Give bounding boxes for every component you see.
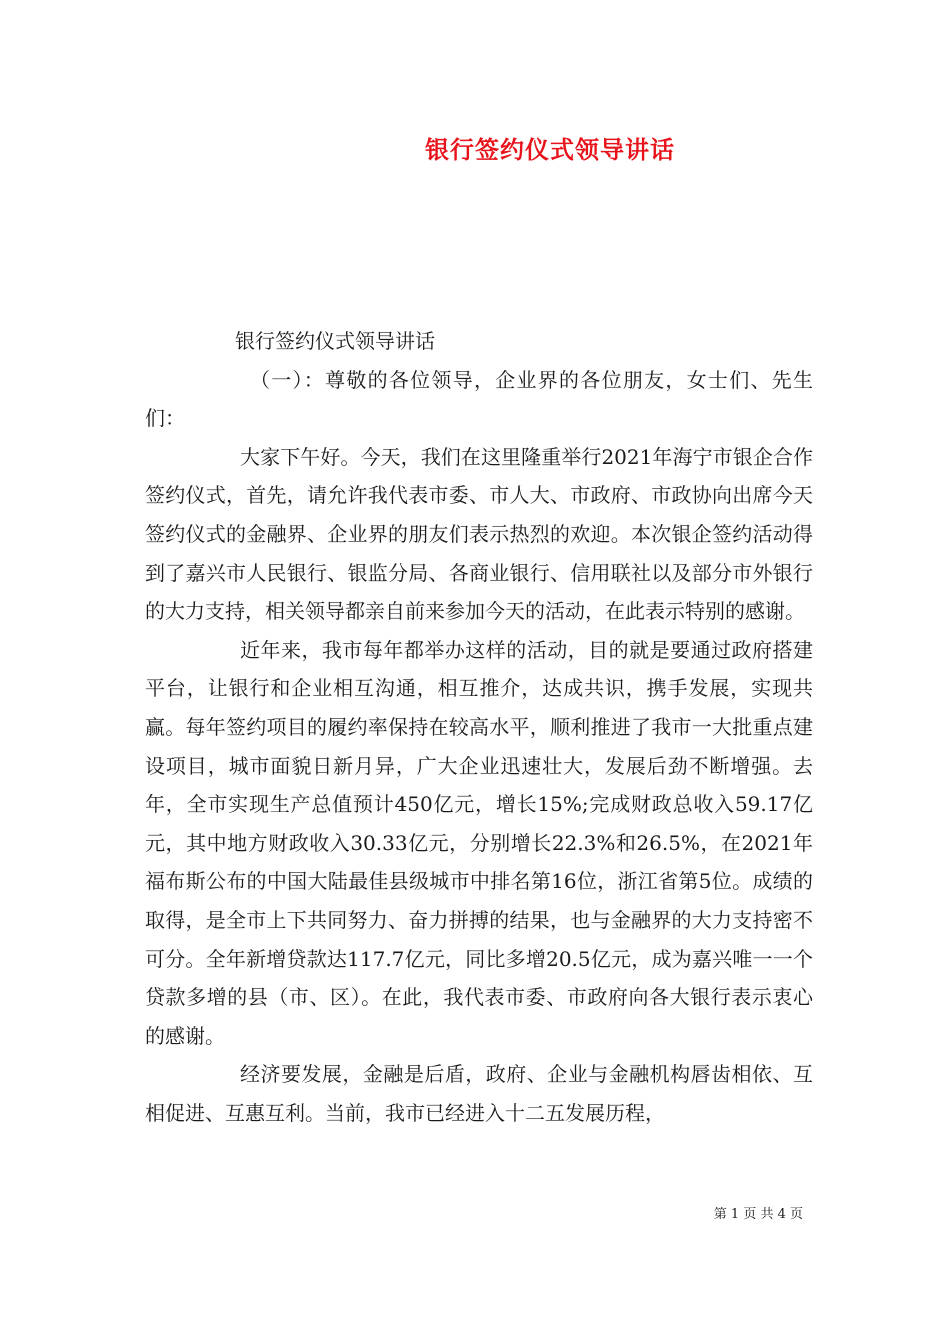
salutation-paragraph: （一）：尊敬的各位领导，企业界的各位朋友，女士们、先生们：	[145, 367, 813, 431]
body-paragraph-1: 大家下午好。今天，我们在这里隆重举行2021年海宁市银企合作签约仪式，首先，请允许我代表市委、市人大、市政府、市政协向出席今天签约仪式的金融界、企业界的朋友们表示热烈的欢迎。本次银企签约活动得到了嘉兴市人民银行、银监分局、各商业银行、信用联社以及部分市外银行的大力支持，相关领导都亲自前来参加今天的活动，在此表示特别的感谢。	[145, 444, 813, 624]
body-paragraph-2: 近年来，我市每年都举办这样的活动，目的就是要通过政府搭建平台，让银行和企业相互沟通，相互推介，达成共识，携手发展，实现共赢。每年签约项目的履约率保持在较高水平，顺利推进了我市一大批重点建设项目，城市面貌日新月异，广大企业迅速壮大，发展后劲不断增强。去年，全市实现生产总值预计450亿元，增长15%;完成财政总收入59.17亿元，其中地方财政收入30.33亿元，分别增长22.3%和26.5%，在2021年福布斯公布的中国大陆最佳县级城市中排名第16位，浙江省第5位。成绩的取得，是全市上下共同努力、奋力拼搏的结果，也与金融界的大力支持密不可分。全年新增贷款达117.7亿元，同比多增20.5亿元，成为嘉兴唯一一个贷款多增的县（市、区）。在此，我代表市委、市政府向各大银行表示衷心的感谢。	[145, 637, 813, 1048]
page-number-footer: 第 1 页 共 4 页	[713, 1207, 803, 1222]
document-body	[145, 322, 813, 1132]
document-title: 银行签约仪式领导讲话	[425, 135, 675, 164]
document-subtitle: 银行签约仪式领导讲话	[235, 329, 435, 353]
body-paragraph-3: 经济要发展，金融是后盾，政府、企业与金融机构唇齿相依、互相促进、互惠互利。当前，我市已经进入十二五发展历程，	[145, 1062, 813, 1125]
